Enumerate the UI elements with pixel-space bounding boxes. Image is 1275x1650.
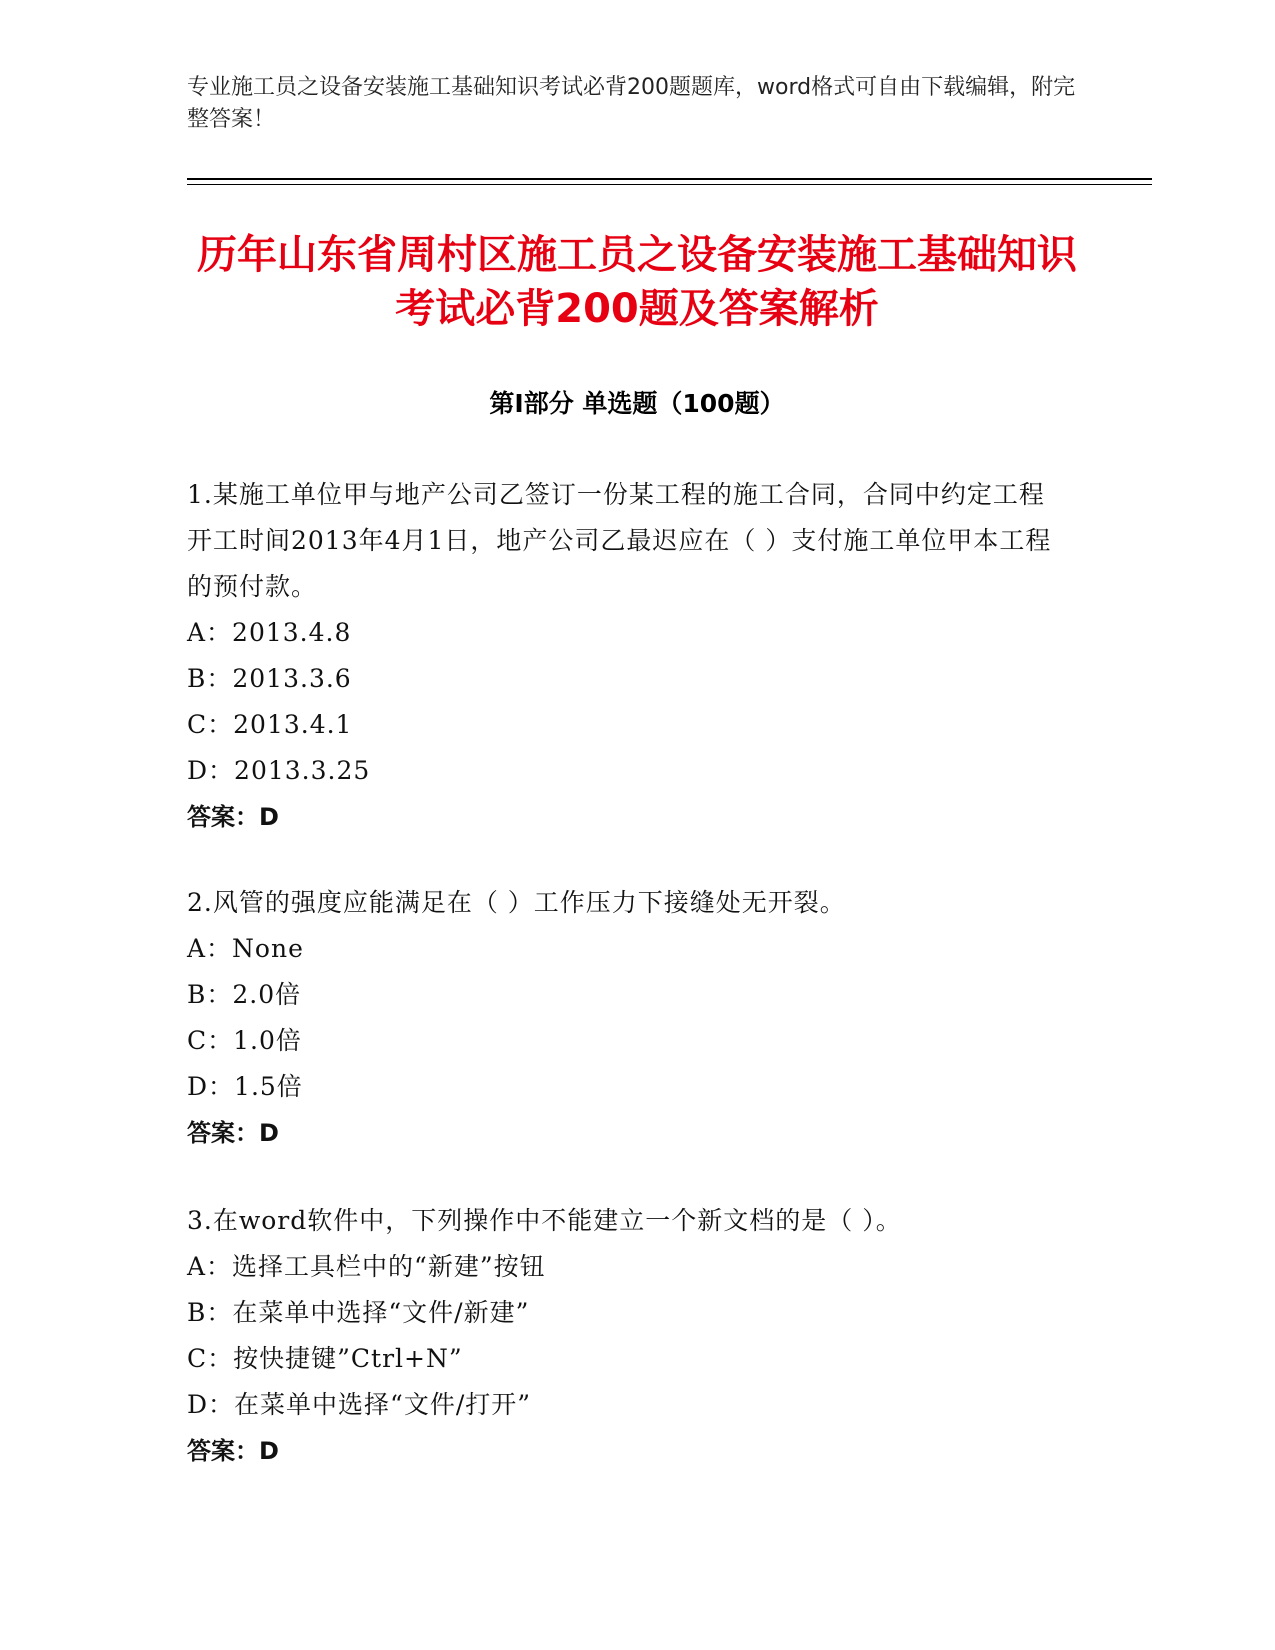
question-2	[187, 880, 1067, 1156]
option-d: D：1.5倍	[187, 1072, 303, 1101]
option-a: A：2013.4.8	[187, 618, 352, 647]
option-b: B：在菜单中选择“文件/新建”	[187, 1298, 530, 1327]
question-stem: 3.在word软件中，下列操作中不能建立一个新文档的是（ ）。	[187, 1206, 902, 1235]
question-stem: 2.风管的强度应能满足在（ ）工作压力下接缝处无开裂。	[187, 888, 846, 917]
option-c: C：1.0倍	[187, 1026, 302, 1055]
option-c: C：按快捷键”Ctrl+N”	[187, 1344, 463, 1373]
option-b: B：2.0倍	[187, 980, 302, 1009]
option-a: A：选择工具栏中的“新建”按钮	[187, 1252, 546, 1281]
answer: 答案：D	[187, 1119, 279, 1147]
section-heading: 第Ⅰ部分 单选题（100题）	[489, 389, 785, 418]
document-title: 历年山东省周村区施工员之设备安装施工基础知识考试必背200题及答案解析	[197, 232, 1077, 332]
question-3	[187, 1198, 1067, 1474]
question-1	[187, 472, 1067, 840]
answer: 答案：D	[187, 1437, 279, 1465]
option-b: B：2013.3.6	[187, 664, 352, 693]
option-c: C：2013.4.1	[187, 710, 353, 739]
header-note: 专业施工员之设备安装施工基础知识考试必背200题题库，word格式可自由下载编辑，附完整答案！	[187, 75, 1076, 132]
option-d: D：在菜单中选择“文件/打开”	[187, 1390, 532, 1419]
header-divider-thin	[187, 184, 1152, 185]
question-stem: 1.某施工单位甲与地产公司乙签订一份某工程的施工合同，合同中约定工程开工时间2013年4月1日，地产公司乙最迟应在（ ）支付施工单位甲本工程的预付款。	[187, 480, 1052, 601]
option-a: A：None	[187, 934, 304, 963]
header-divider-thick	[187, 178, 1152, 180]
answer: 答案：D	[187, 803, 279, 831]
option-d: D：2013.3.25	[187, 756, 371, 785]
